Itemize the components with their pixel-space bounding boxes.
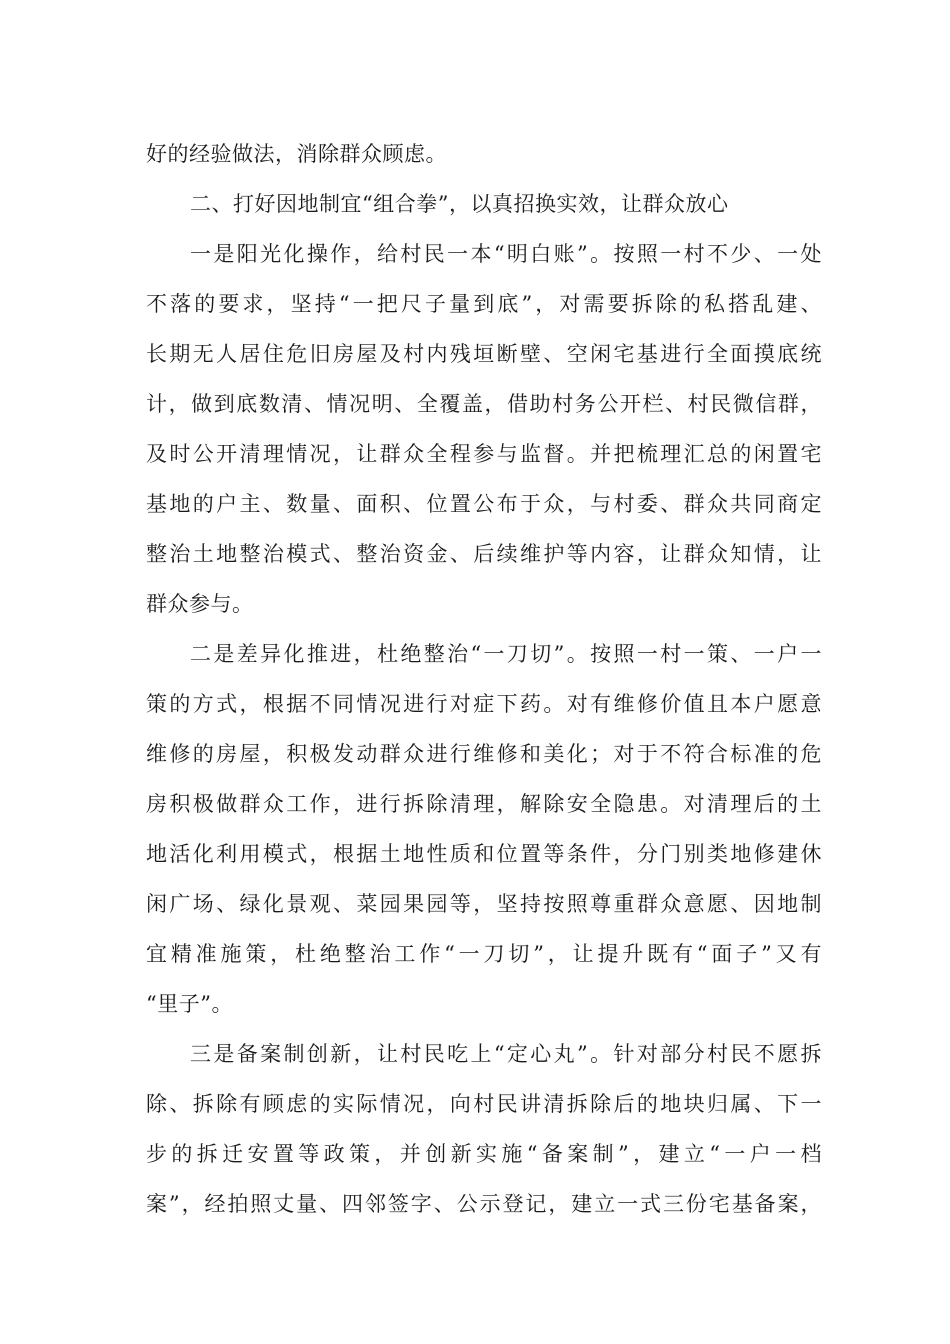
text-line: 三是备案制创新，让村民吃上“定心丸”。针对部分村民不愿拆 [190, 1042, 822, 1066]
text-line: 基地的户主、数量、面积、位置公布于众，与村委、群众共同商定 [146, 492, 822, 516]
text-line: 整治土地整治模式、整治资金、后续维护等内容，让群众知情，让 [146, 542, 822, 566]
text-line: 及时公开清理情况，让群众全程参与监督。并把梳理汇总的闲置宅 [146, 442, 822, 466]
text-line: 不落的要求，坚持“一把尺子量到底”，对需要拆除的私搭乱建、 [146, 292, 822, 316]
text-line: 好的经验做法，消除群众顾虑。 [146, 142, 447, 166]
text-line: 一是阳光化操作，给村民一本“明白账”。按照一村不少、一处 [190, 242, 822, 266]
text-line: 地活化利用模式，根据土地性质和位置等条件，分门别类地修建休 [146, 842, 822, 866]
text-line: 维修的房屋，积极发动群众进行维修和美化；对于不符合标准的危 [146, 742, 822, 766]
text-line: 房积极做群众工作，进行拆除清理，解除安全隐患。对清理后的土 [146, 792, 822, 816]
text-line: 策的方式，根据不同情况进行对症下药。对有维修价值且本户愿意 [146, 692, 822, 716]
text-line: 群众参与。 [146, 592, 254, 616]
text-line: 闲广场、绿化景观、菜园果园等，坚持按照尊重群众意愿、因地制 [146, 892, 822, 916]
text-line: 除、拆除有顾虑的实际情况，向村民讲清拆除后的地块归属、下一 [146, 1092, 822, 1116]
text-line: 计，做到底数清、情况明、全覆盖，借助村务公开栏、村民微信群， [146, 392, 822, 416]
text-line: 案”，经拍照丈量、四邻签字、公示登记，建立一式三份宅基备案， [146, 1192, 822, 1216]
text-line: 长期无人居住危旧房屋及村内残垣断壁、空闲宅基进行全面摸底统 [146, 342, 822, 366]
text-line: 步的拆迁安置等政策，并创新实施“备案制”，建立“一户一档 [146, 1142, 822, 1166]
text-line: 二是差异化推进，杜绝整治“一刀切”。按照一村一策、一户一 [190, 642, 822, 666]
text-line: “里子”。 [146, 992, 233, 1016]
section-heading: 二、打好因地制宜“组合拳”，以真招换实效，让群众放心 [190, 192, 729, 216]
text-line: 宜精准施策，杜绝整治工作“一刀切”，让提升既有“面子”又有 [146, 942, 822, 966]
